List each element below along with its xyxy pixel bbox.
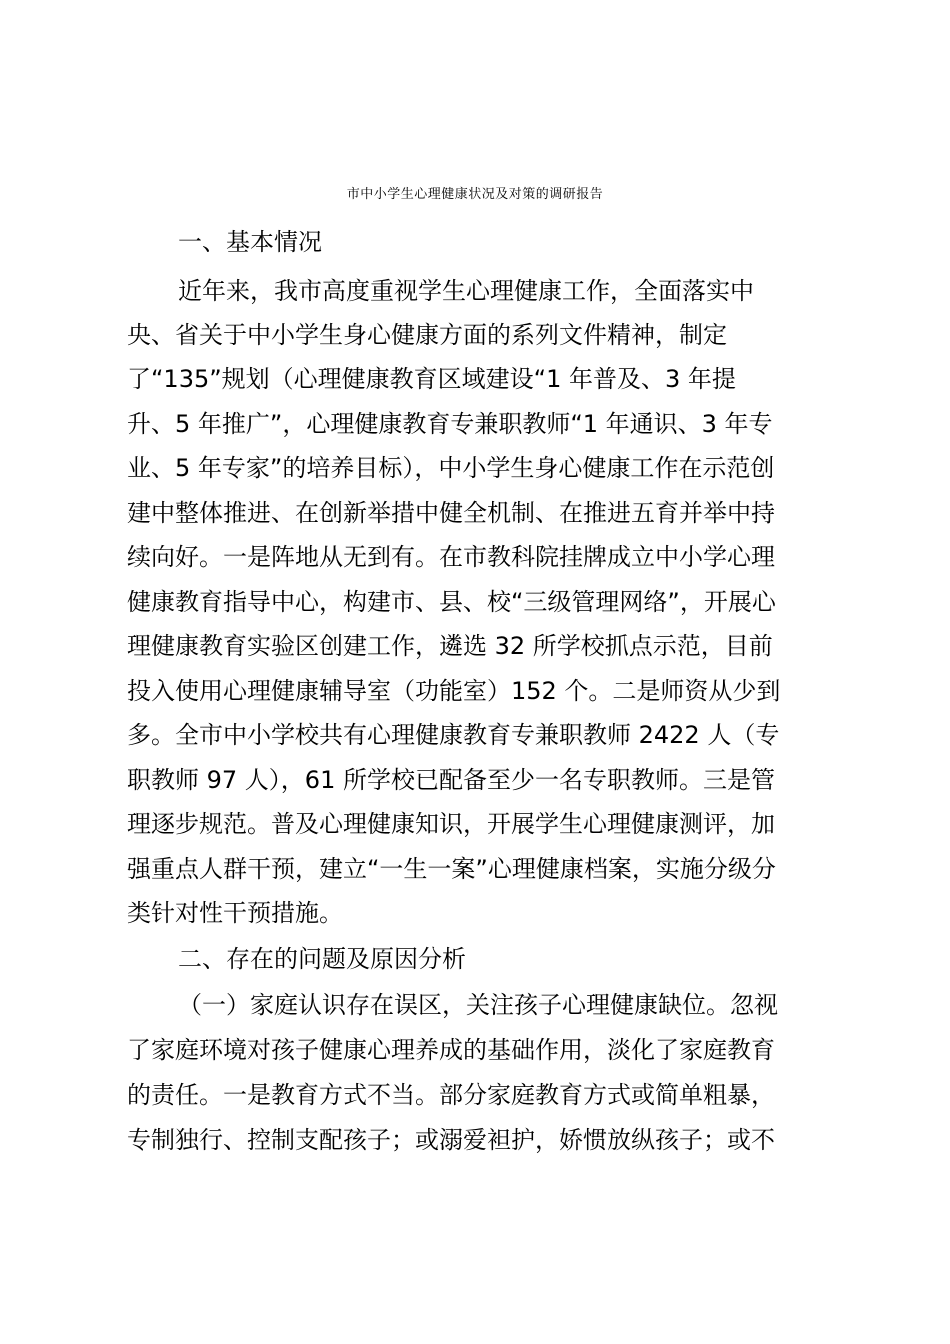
text-line: 升、5 年推广”，心理健康教育专兼职教师“1 年通识、3 年专	[127, 410, 773, 438]
text-line: （一）家庭认识存在误区，关注孩子心理健康缺位。忽视	[178, 991, 778, 1019]
text-line: 央、省关于中小学生身心健康方面的系列文件精神，制定	[127, 321, 727, 349]
text-line: 建中整体推进、在创新举措中健全机制、在推进五育并举中持	[127, 499, 775, 527]
text-line: 理逐步规范。普及心理健康知识，开展学生心理健康测评，加	[127, 810, 775, 838]
text-line: 类针对性干预措施。	[127, 899, 343, 927]
section-heading-problems: 二、存在的问题及原因分析	[178, 945, 466, 973]
text-line: 的责任。一是教育方式不当。部分家庭教育方式或简单粗暴，	[127, 1081, 775, 1109]
text-line: 续向好。一是阵地从无到有。在市教科院挂牌成立中小学心理	[127, 543, 775, 571]
text-line: 了“135”规划（心理健康教育区域建设“1 年普及、3 年提	[127, 365, 736, 393]
text-line: 多。全市中小学校共有心理健康教育专兼职教师 2422 人（专	[127, 721, 780, 749]
text-line: 专制独行、控制支配孩子；或溺爱袒护，娇惯放纵孩子；或不	[127, 1126, 775, 1154]
text-line: 近年来，我市高度重视学生心理健康工作，全面落实中	[178, 277, 754, 305]
document-title: 市中小学生心理健康状况及对策的调研报告	[346, 187, 604, 202]
text-line: 业、5 年专家”的培养目标），中小学生身心健康工作在示范创	[127, 454, 775, 482]
text-line: 了家庭环境对孩子健康心理养成的基础作用，淡化了家庭教育	[127, 1036, 775, 1064]
text-line: 强重点人群干预，建立“一生一案”心理健康档案，实施分级分	[127, 855, 776, 883]
text-line: 健康教育指导中心，构建市、县、校“三级管理网络”，开展心	[127, 588, 776, 616]
text-line: 投入使用心理健康辅导室（功能室）152 个。二是师资从少到	[127, 677, 781, 705]
text-line: 理健康教育实验区创建工作，遴选 32 所学校抓点示范，目前	[127, 632, 773, 660]
text-line: 职教师 97 人），61 所学校已配备至少一名专职教师。三是管	[127, 766, 775, 794]
section-heading-basic: 一、基本情况	[178, 228, 322, 256]
